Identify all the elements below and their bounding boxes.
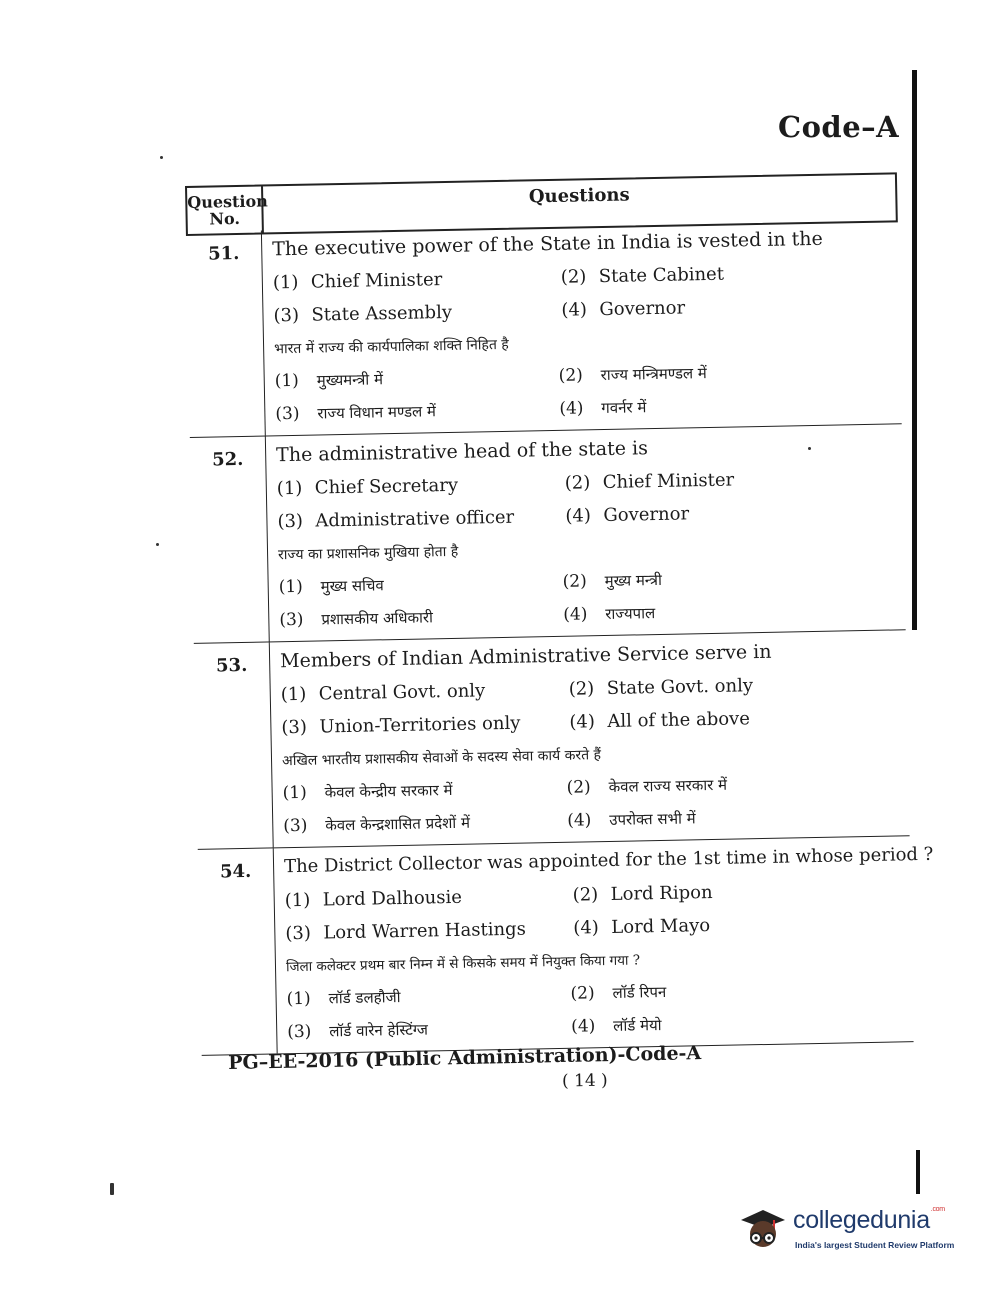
hindi-option: (1) मुख्यमन्त्री में bbox=[274, 370, 384, 392]
scan-speck bbox=[160, 156, 163, 159]
scan-edge-line bbox=[912, 70, 917, 630]
question-stem: The District Collector was appointed for the 1st time in whose period ? bbox=[283, 843, 934, 878]
option: (2) Chief Minister bbox=[564, 469, 735, 494]
question-no-header bbox=[187, 187, 269, 234]
watermark-tagline: India's largest Student Review Platform bbox=[795, 1240, 955, 1250]
questions-header: Questions bbox=[528, 184, 630, 208]
collegedunia-logo-icon bbox=[735, 1200, 789, 1254]
page-number: ( 14 ) bbox=[561, 1070, 608, 1092]
hindi-option: (2) मुख्य मन्त्री bbox=[562, 570, 663, 592]
hindi-option: (3) राज्य विधान मण्डल में bbox=[275, 402, 437, 425]
question-body bbox=[276, 424, 906, 641]
hindi-stem: अखिल भारतीय प्रशासकीय सेवाओं के सदस्य सेवा कार्य करते हैं bbox=[281, 747, 602, 770]
question-table bbox=[185, 172, 934, 1056]
hindi-option: (3) लॉर्ड वारेन हेस्टिंग्ज bbox=[287, 1020, 429, 1043]
question-row bbox=[190, 424, 906, 644]
hindi-option: (4) राज्यपाल bbox=[563, 604, 656, 625]
hindi-option: (2) लॉर्ड रिपन bbox=[570, 982, 667, 1004]
scan-edge-line bbox=[916, 1150, 920, 1194]
option: (2) State Govt. only bbox=[568, 675, 754, 700]
option: (3) Union-Territories only bbox=[281, 712, 521, 739]
hindi-option: (4) लॉर्ड मेयो bbox=[571, 1016, 662, 1037]
question-number: 52. bbox=[190, 436, 270, 642]
option: (4) All of the above bbox=[569, 708, 751, 733]
option: (3) Lord Warren Hastings bbox=[285, 918, 527, 945]
code-header: Code–A bbox=[778, 110, 900, 144]
question-number: 53. bbox=[194, 642, 274, 848]
question-body bbox=[283, 836, 934, 1053]
question-row bbox=[186, 218, 902, 438]
option: (2) State Cabinet bbox=[560, 263, 725, 288]
option: (2) Lord Ripon bbox=[572, 882, 713, 906]
option: (1) Chief Secretary bbox=[276, 474, 459, 500]
collegedunia-watermark bbox=[735, 1198, 965, 1258]
question-no-header-line2: No. bbox=[209, 208, 241, 229]
question-row bbox=[198, 836, 934, 1056]
hindi-option: (3) केवल केन्द्रशासित प्रदेशों में bbox=[283, 813, 471, 837]
question-stem: Members of Indian Administrative Service serve in bbox=[279, 640, 772, 673]
question-no-header-line1: Question bbox=[187, 191, 269, 212]
hindi-option: (4) गवर्नर में bbox=[559, 398, 647, 419]
hindi-stem: जिला कलेक्टर प्रथम बार निम्न में से किसके समय में नियुक्त किया गया ? bbox=[285, 952, 641, 976]
paper-code-footer: PG–EE-2016 (Public Administration)-Code-A bbox=[228, 1042, 702, 1074]
hindi-option: (1) केवल केन्द्रीय सरकार में bbox=[282, 780, 453, 804]
hindi-option: (3) प्रशासकीय अधिकारी bbox=[279, 608, 434, 631]
question-body bbox=[280, 630, 910, 847]
question-stem: The administrative head of the state is bbox=[275, 437, 649, 467]
question-row bbox=[194, 630, 910, 850]
hindi-stem: राज्य का प्रशासनिक मुखिया होता है bbox=[277, 543, 459, 564]
question-number: 54. bbox=[198, 848, 278, 1054]
question-number: 51. bbox=[186, 231, 266, 437]
question-stem: The executive power of the State in India is vested in the bbox=[272, 227, 823, 261]
hindi-option: (1) मुख्य सचिव bbox=[278, 576, 384, 598]
hindi-option: (2) केवल राज्य सरकार में bbox=[566, 775, 728, 798]
hindi-stem: भारत में राज्य की कार्यपालिका शक्ति निहित है bbox=[273, 336, 509, 358]
option: (4) Governor bbox=[561, 297, 686, 321]
watermark-name: collegedunia$^{.com}$ bbox=[793, 1206, 945, 1234]
option: (1) Central Govt. only bbox=[280, 680, 486, 706]
scan-speck bbox=[110, 1183, 114, 1195]
option: (1) Chief Minister bbox=[272, 269, 443, 294]
option: (3) State Assembly bbox=[273, 301, 453, 327]
hindi-option: (4) उपरोक्त सभी में bbox=[567, 809, 696, 831]
scan-speck bbox=[156, 543, 159, 546]
hindi-option: (1) लॉर्ड डलहौजी bbox=[286, 988, 401, 1010]
option: (4) Lord Mayo bbox=[573, 915, 711, 939]
option: (3) Administrative officer bbox=[277, 506, 515, 533]
hindi-option: (2) राज्य मन्त्रिमण्डल में bbox=[558, 364, 707, 386]
option: (1) Lord Dalhousie bbox=[284, 886, 463, 912]
question-body bbox=[272, 218, 902, 435]
option: (4) Governor bbox=[565, 503, 690, 527]
